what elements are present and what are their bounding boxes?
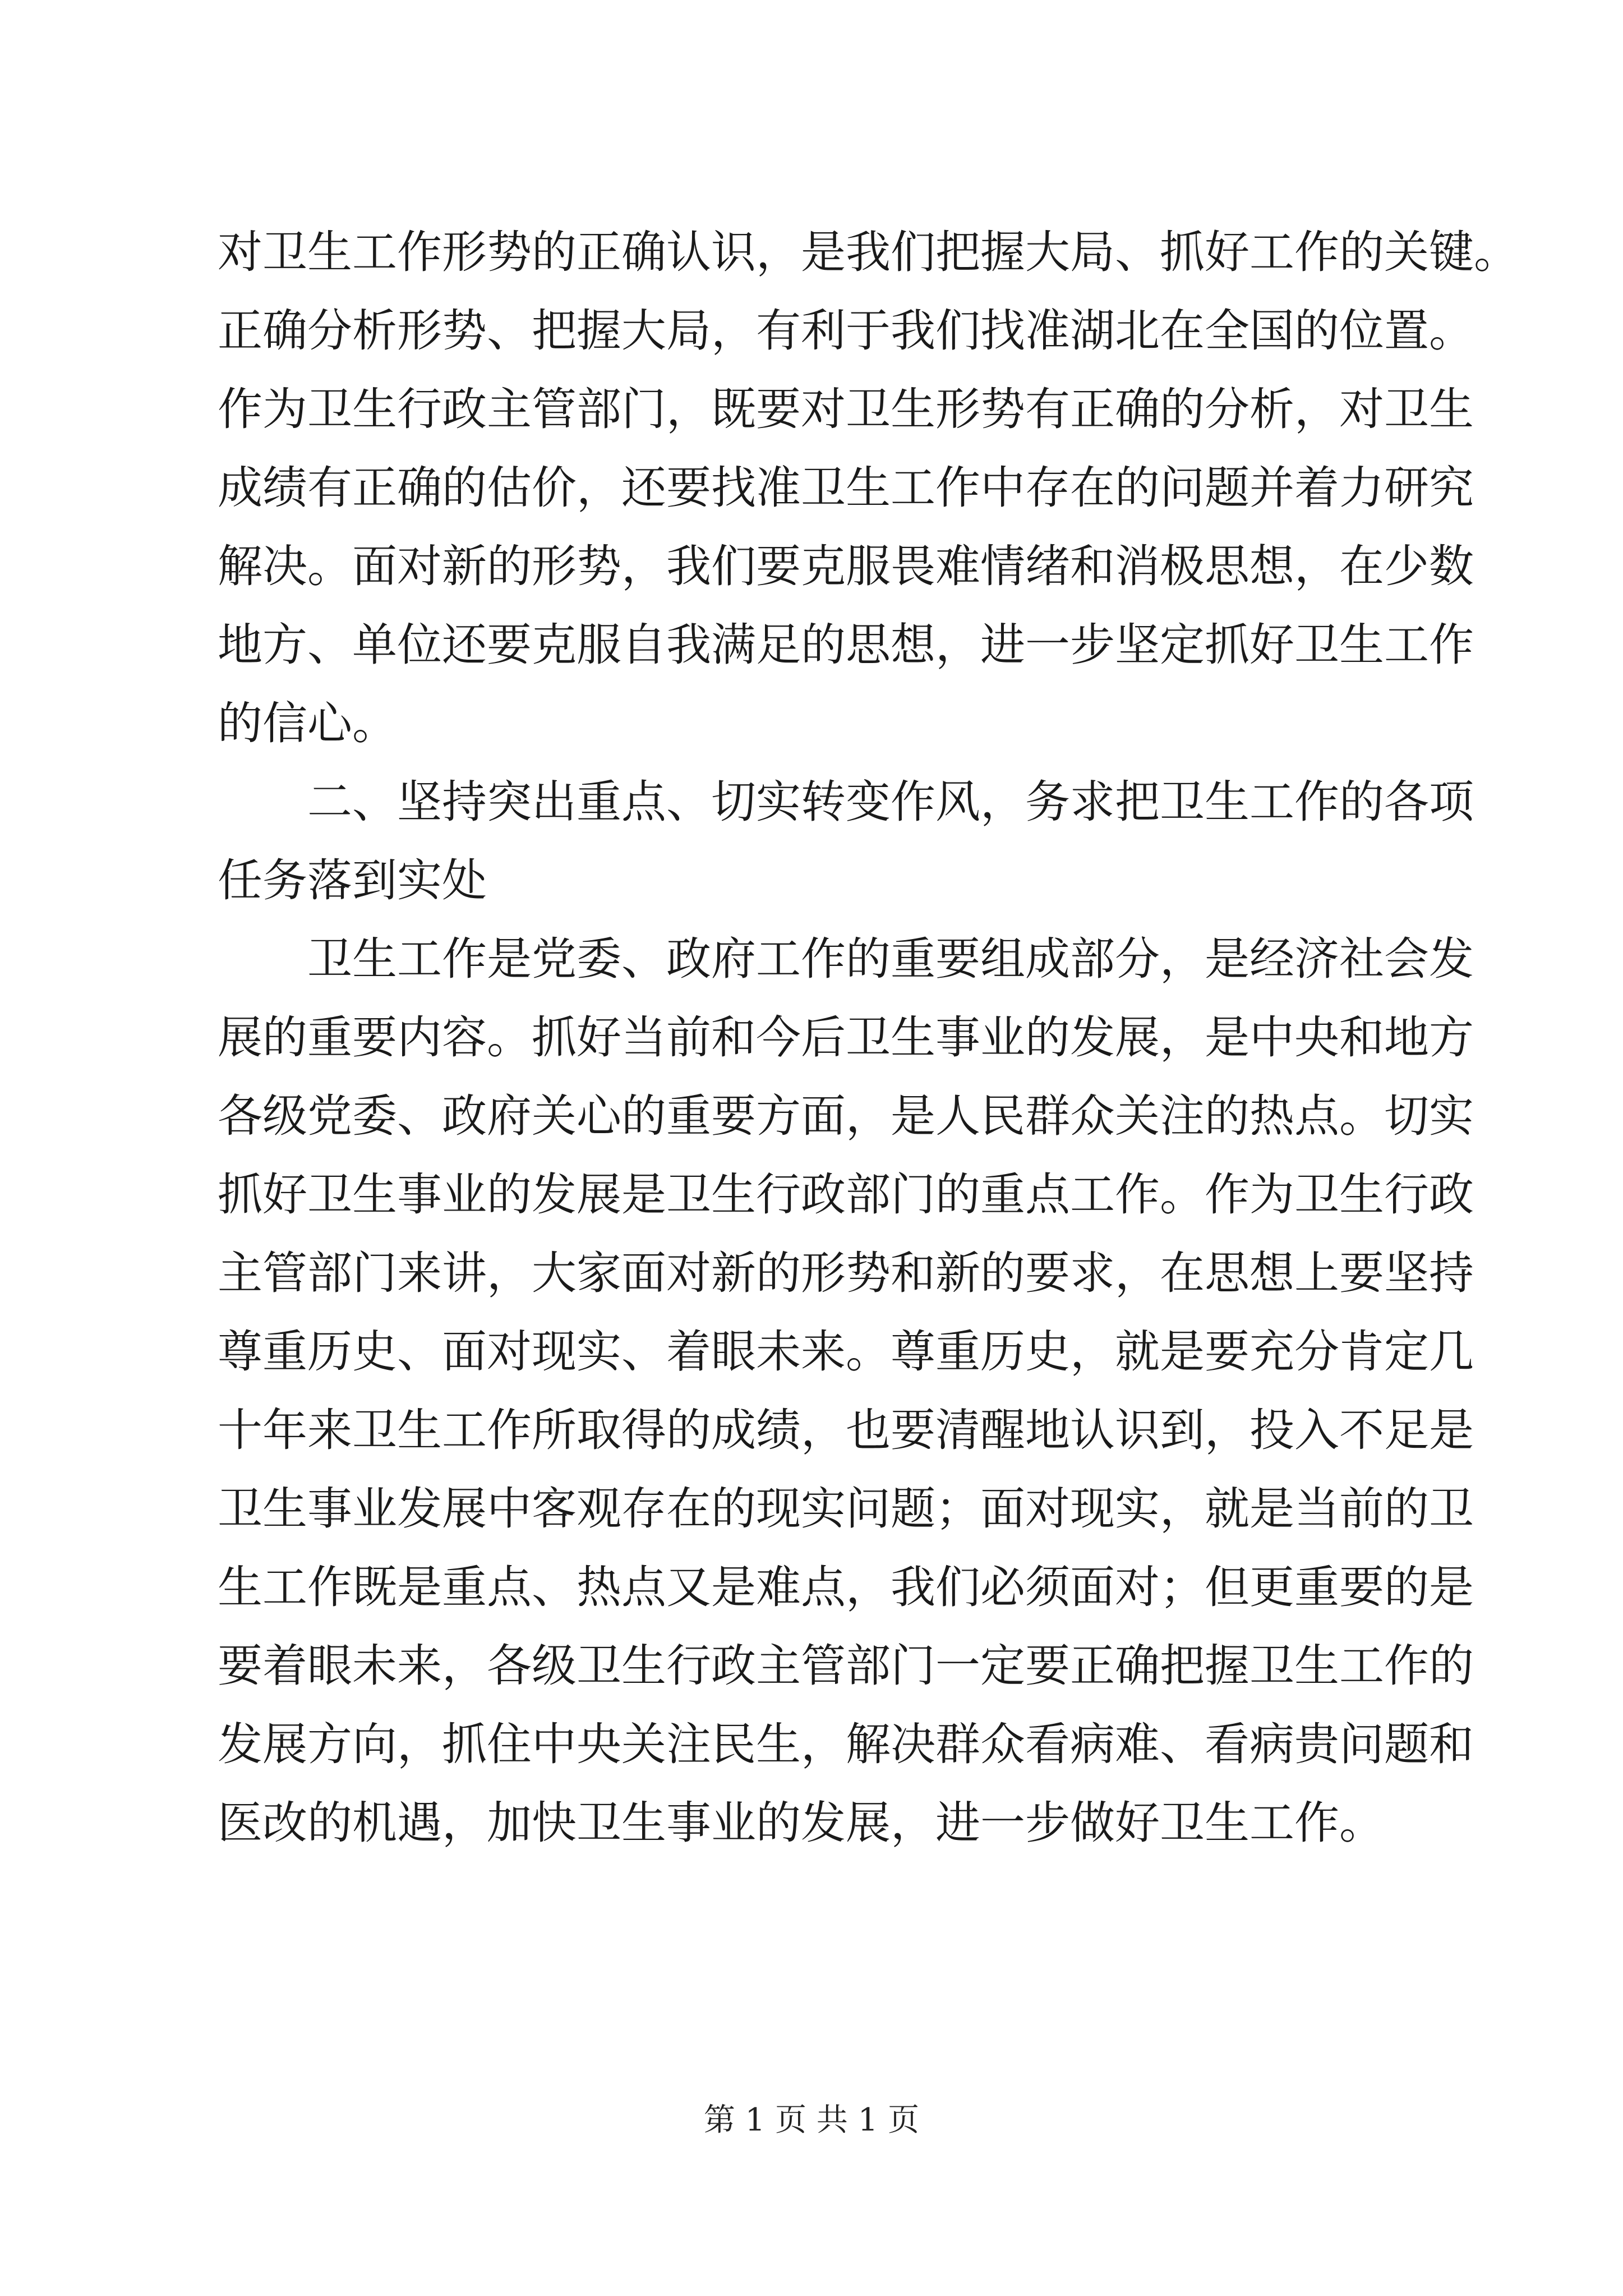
text-line: 发展方向，抓住中央关注民生，解决群众看病难、看病贵问题和 [218, 1718, 1474, 1770]
page-number-footer: 第 1 页 共 1 页 [703, 2102, 920, 2138]
text-line: 要着眼未来，各级卫生行政主管部门一定要正确把握卫生工作的 [218, 1640, 1474, 1692]
text-line: 卫生事业发展中客观存在的现实问题；面对现实，就是当前的卫 [218, 1483, 1474, 1535]
text-line: 解决。面对新的形势，我们要克服畏难情绪和消极思想，在少数 [218, 540, 1474, 592]
section-heading-line: 任务落到实处 [218, 854, 487, 907]
text-line: 抓好卫生事业的发展是卫生行政部门的重点工作。作为卫生行政 [218, 1168, 1474, 1221]
text-line: 成绩有正确的估价，还要找准卫生工作中存在的问题并着力研究 [218, 462, 1474, 514]
text-line: 地方、单位还要克服自我满足的思想，进一步坚定抓好卫生工作 [218, 619, 1474, 671]
text-line: 展的重要内容。抓好当前和今后卫生事业的发展，是中央和地方 [218, 1011, 1474, 1064]
text-line: 卫生工作是党委、政府工作的重要组成部分，是经济社会发 [307, 933, 1474, 985]
text-line: 的信心。 [218, 697, 397, 749]
text-line: 各级党委、政府关心的重要方面，是人民群众关注的热点。切实 [218, 1090, 1474, 1142]
text-line: 医改的机遇，加快卫生事业的发展，进一步做好卫生工作。 [218, 1797, 1384, 1849]
text-line: 正确分析形势、把握大局，有利于我们找准湖北在全国的位置。 [218, 305, 1474, 357]
text-line: 主管部门来讲，大家面对新的形势和新的要求，在思想上要坚持 [218, 1247, 1474, 1299]
section-heading-line: 二、坚持突出重点、切实转变作风，务求把卫生工作的各项 [307, 776, 1474, 828]
text-line: 尊重历史、面对现实、着眼未来。尊重历史，就是要充分肯定几 [218, 1326, 1474, 1378]
text-line: 十年来卫生工作所取得的成绩，也要清醒地认识到，投入不足是 [218, 1404, 1474, 1456]
text-line: 作为卫生行政主管部门，既要对卫生形势有正确的分析，对卫生 [218, 383, 1474, 435]
text-line: 生工作既是重点、热点又是难点，我们必须面对；但更重要的是 [218, 1561, 1474, 1613]
text-line: 对卫生工作形势的正确认识，是我们把握大局、抓好工作的关键。 [218, 226, 1519, 278]
